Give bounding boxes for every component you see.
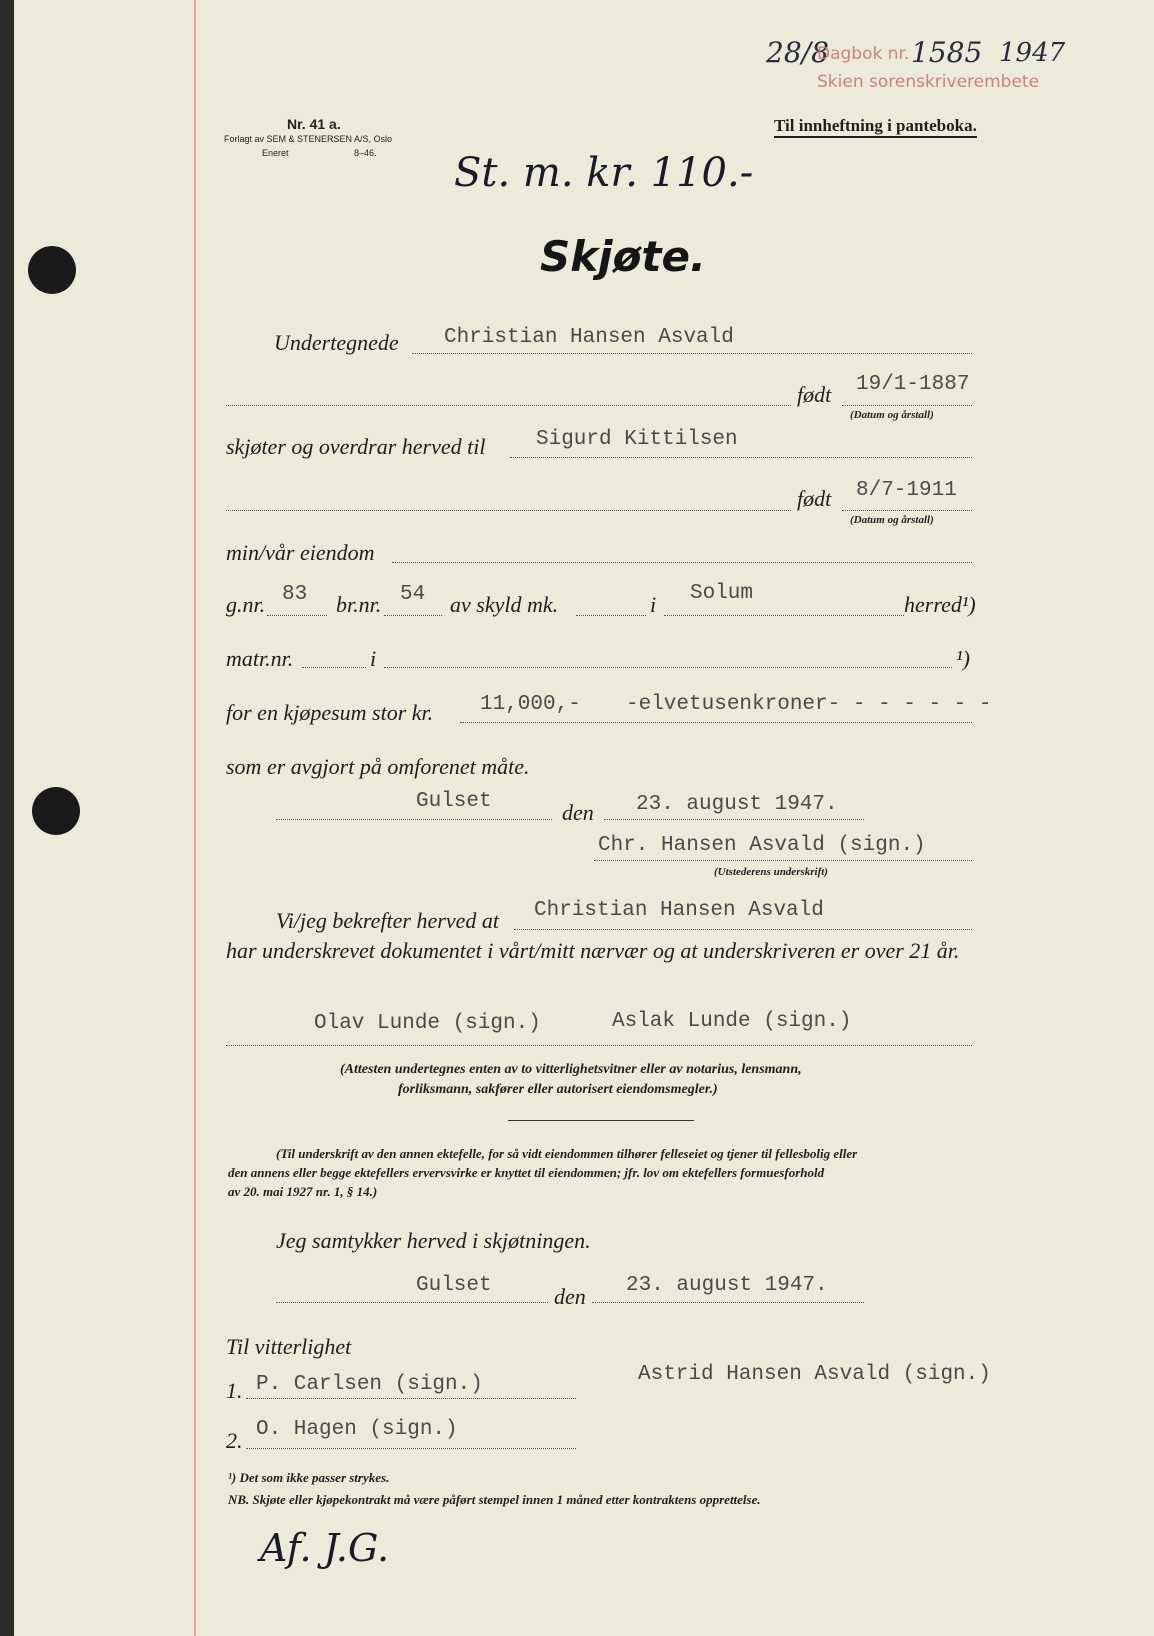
grantor-signature: Chr. Hansen Asvald (sign.) (598, 834, 926, 857)
attest-witness1: Olav Lunde (sign.) (314, 1012, 541, 1035)
attest-label: Vi/jeg bekrefter herved at (276, 908, 499, 933)
gnr-value: 83 (282, 583, 308, 606)
grantee-born: 8/7-1911 (856, 479, 957, 502)
consent-den: den (554, 1284, 586, 1309)
form-number: Nr. 41 a. (287, 116, 341, 132)
attest-name: Christian Hansen Asvald (534, 899, 824, 922)
gnr-line (267, 615, 327, 616)
consent-witness1: P. Carlsen (sign.) (256, 1373, 483, 1396)
signing-den: den (562, 800, 594, 825)
consent-witness1-num: 1. (226, 1378, 243, 1403)
stamp-dagbok-label: Dagbok nr. (817, 44, 910, 64)
grantee-born-label: født (797, 486, 832, 511)
signature-line (594, 860, 972, 861)
stamp-date-handwritten: 28/8 (766, 36, 829, 69)
price-words: -elvetusenkroner- - - - - - - (626, 693, 992, 716)
skyld-line (576, 615, 646, 616)
form-print-date: 8–46. (354, 148, 377, 158)
price-line (460, 722, 972, 723)
consent-witness2: O. Hagen (sign.) (256, 1418, 458, 1441)
property-line (392, 562, 972, 563)
witness-label: Til vitterlighet (226, 1334, 352, 1359)
form-publisher: Forlagt av SEM & STENERSEN A/S, Oslo (224, 134, 393, 144)
margin-rule (194, 0, 196, 1636)
signing-place-line (276, 819, 552, 820)
grantee-line2 (226, 510, 791, 511)
signing-date-line (604, 819, 864, 820)
spouse-signature: Astrid Hansen Asvald (sign.) (638, 1363, 991, 1386)
municipality-line (664, 615, 904, 616)
signature-caption: (Utstederens underskrift) (714, 866, 828, 878)
stamp-year: 1947 (999, 38, 1066, 68)
grantor-label: Undertegnede (274, 330, 399, 355)
form-rights: Eneret (262, 148, 289, 158)
skyld-label: av skyld mk. (450, 592, 559, 617)
consent-place: Gulset (416, 1274, 492, 1297)
consent-witness2-num: 2. (226, 1428, 243, 1453)
grantor-born-caption: (Datum og årstall) (850, 409, 934, 421)
attest-witness2: Aslak Lunde (sign.) (612, 1010, 852, 1033)
footnote-1: ¹) Det som ikke passer strykes. (228, 1470, 390, 1485)
grantee-name: Sigurd Kittilsen (536, 428, 738, 451)
punch-hole-bottom (32, 787, 80, 835)
property-label: min/vår eiendom (226, 540, 375, 565)
spouse-note-3: av 20. mai 1927 nr. 1, § 14.) (228, 1184, 378, 1199)
matr-footnote: ¹) (956, 646, 970, 671)
herred-label: herred¹) (904, 592, 976, 617)
matr-i-line (384, 667, 952, 668)
consent-date: 23. august 1947. (626, 1274, 828, 1297)
matr-line (302, 667, 366, 668)
price-label: for en kjøpesum stor kr. (226, 700, 434, 725)
bnr-line (384, 615, 442, 616)
consent-text: Jeg samtykker herved i skjøtningen. (276, 1228, 591, 1253)
settled-text: som er avgjort på omforenet måte. (226, 754, 530, 779)
attest-note-2: forliksmann, sakfører eller autorisert eiendomsmegler.) (398, 1082, 718, 1097)
attest-line2: har underskrevet dokumentet i vårt/mitt nærvær og at underskriveren er over 21 år. (226, 938, 960, 963)
spouse-note-2: den annens eller begge ektefellers ervervsvirke er knyttet til eiendommen; jfr. lov om ektefellers formuesforhold (228, 1165, 825, 1180)
document-title: Skjøte. (540, 232, 706, 281)
consent-witness1-line (246, 1398, 576, 1399)
grantee-line (510, 457, 972, 458)
signing-place: Gulset (416, 790, 492, 813)
consent-witness2-line (246, 1448, 576, 1449)
grantee-label: skjøter og overdrar herved til (226, 434, 486, 459)
stamp-office: Skien sorenskriverembete (817, 72, 1040, 92)
grantor-born-label: født (797, 382, 832, 407)
grantor-name: Christian Hansen Asvald (444, 326, 734, 349)
stamp-dagbok-number: 1585 (911, 36, 983, 69)
price-amount: 11,000,- (480, 693, 581, 716)
header-note: Til innheftning i panteboka. (774, 116, 977, 138)
municipality: Solum (690, 582, 754, 605)
consent-date-line (592, 1302, 864, 1303)
bnr-value: 54 (400, 583, 426, 606)
separator-rule (508, 1120, 694, 1121)
document-page (14, 0, 1154, 1636)
punch-hole-top (28, 246, 76, 294)
bnr-label: br.nr. (336, 592, 382, 617)
grantee-born-line (842, 510, 972, 511)
gnr-label: g.nr. (226, 592, 266, 617)
attest-name-line (514, 929, 972, 930)
grantee-born-caption: (Datum og årstall) (850, 514, 934, 526)
grantor-line2 (226, 405, 791, 406)
fee-note: St. m. kr. 110.- (454, 150, 754, 196)
spouse-note-1: (Til underskrift av den annen ektefelle, for så vidt eiendommen tilhører felleseiet og tjener til fellesbolig eller (276, 1146, 858, 1161)
grantor-line (412, 353, 972, 354)
witness-line (226, 1045, 972, 1046)
grantor-born: 19/1-1887 (856, 373, 970, 396)
matr-i-label: i (370, 646, 377, 671)
bottom-initials: Af. J.G. (260, 1526, 390, 1570)
attest-note-1: (Attesten undertegnes enten av to vitterlighetsvitner eller av notarius, lensmann, (340, 1062, 802, 1077)
grantor-born-line (842, 405, 972, 406)
municipality-i-label: i (650, 592, 657, 617)
footnote-nb: NB. Skjøte eller kjøpekontrakt må være påført stempel innen 1 måned etter kontraktens opprettelse. (228, 1492, 761, 1507)
matr-label: matr.nr. (226, 646, 294, 671)
signing-date: 23. august 1947. (636, 793, 838, 816)
consent-place-line (276, 1302, 548, 1303)
